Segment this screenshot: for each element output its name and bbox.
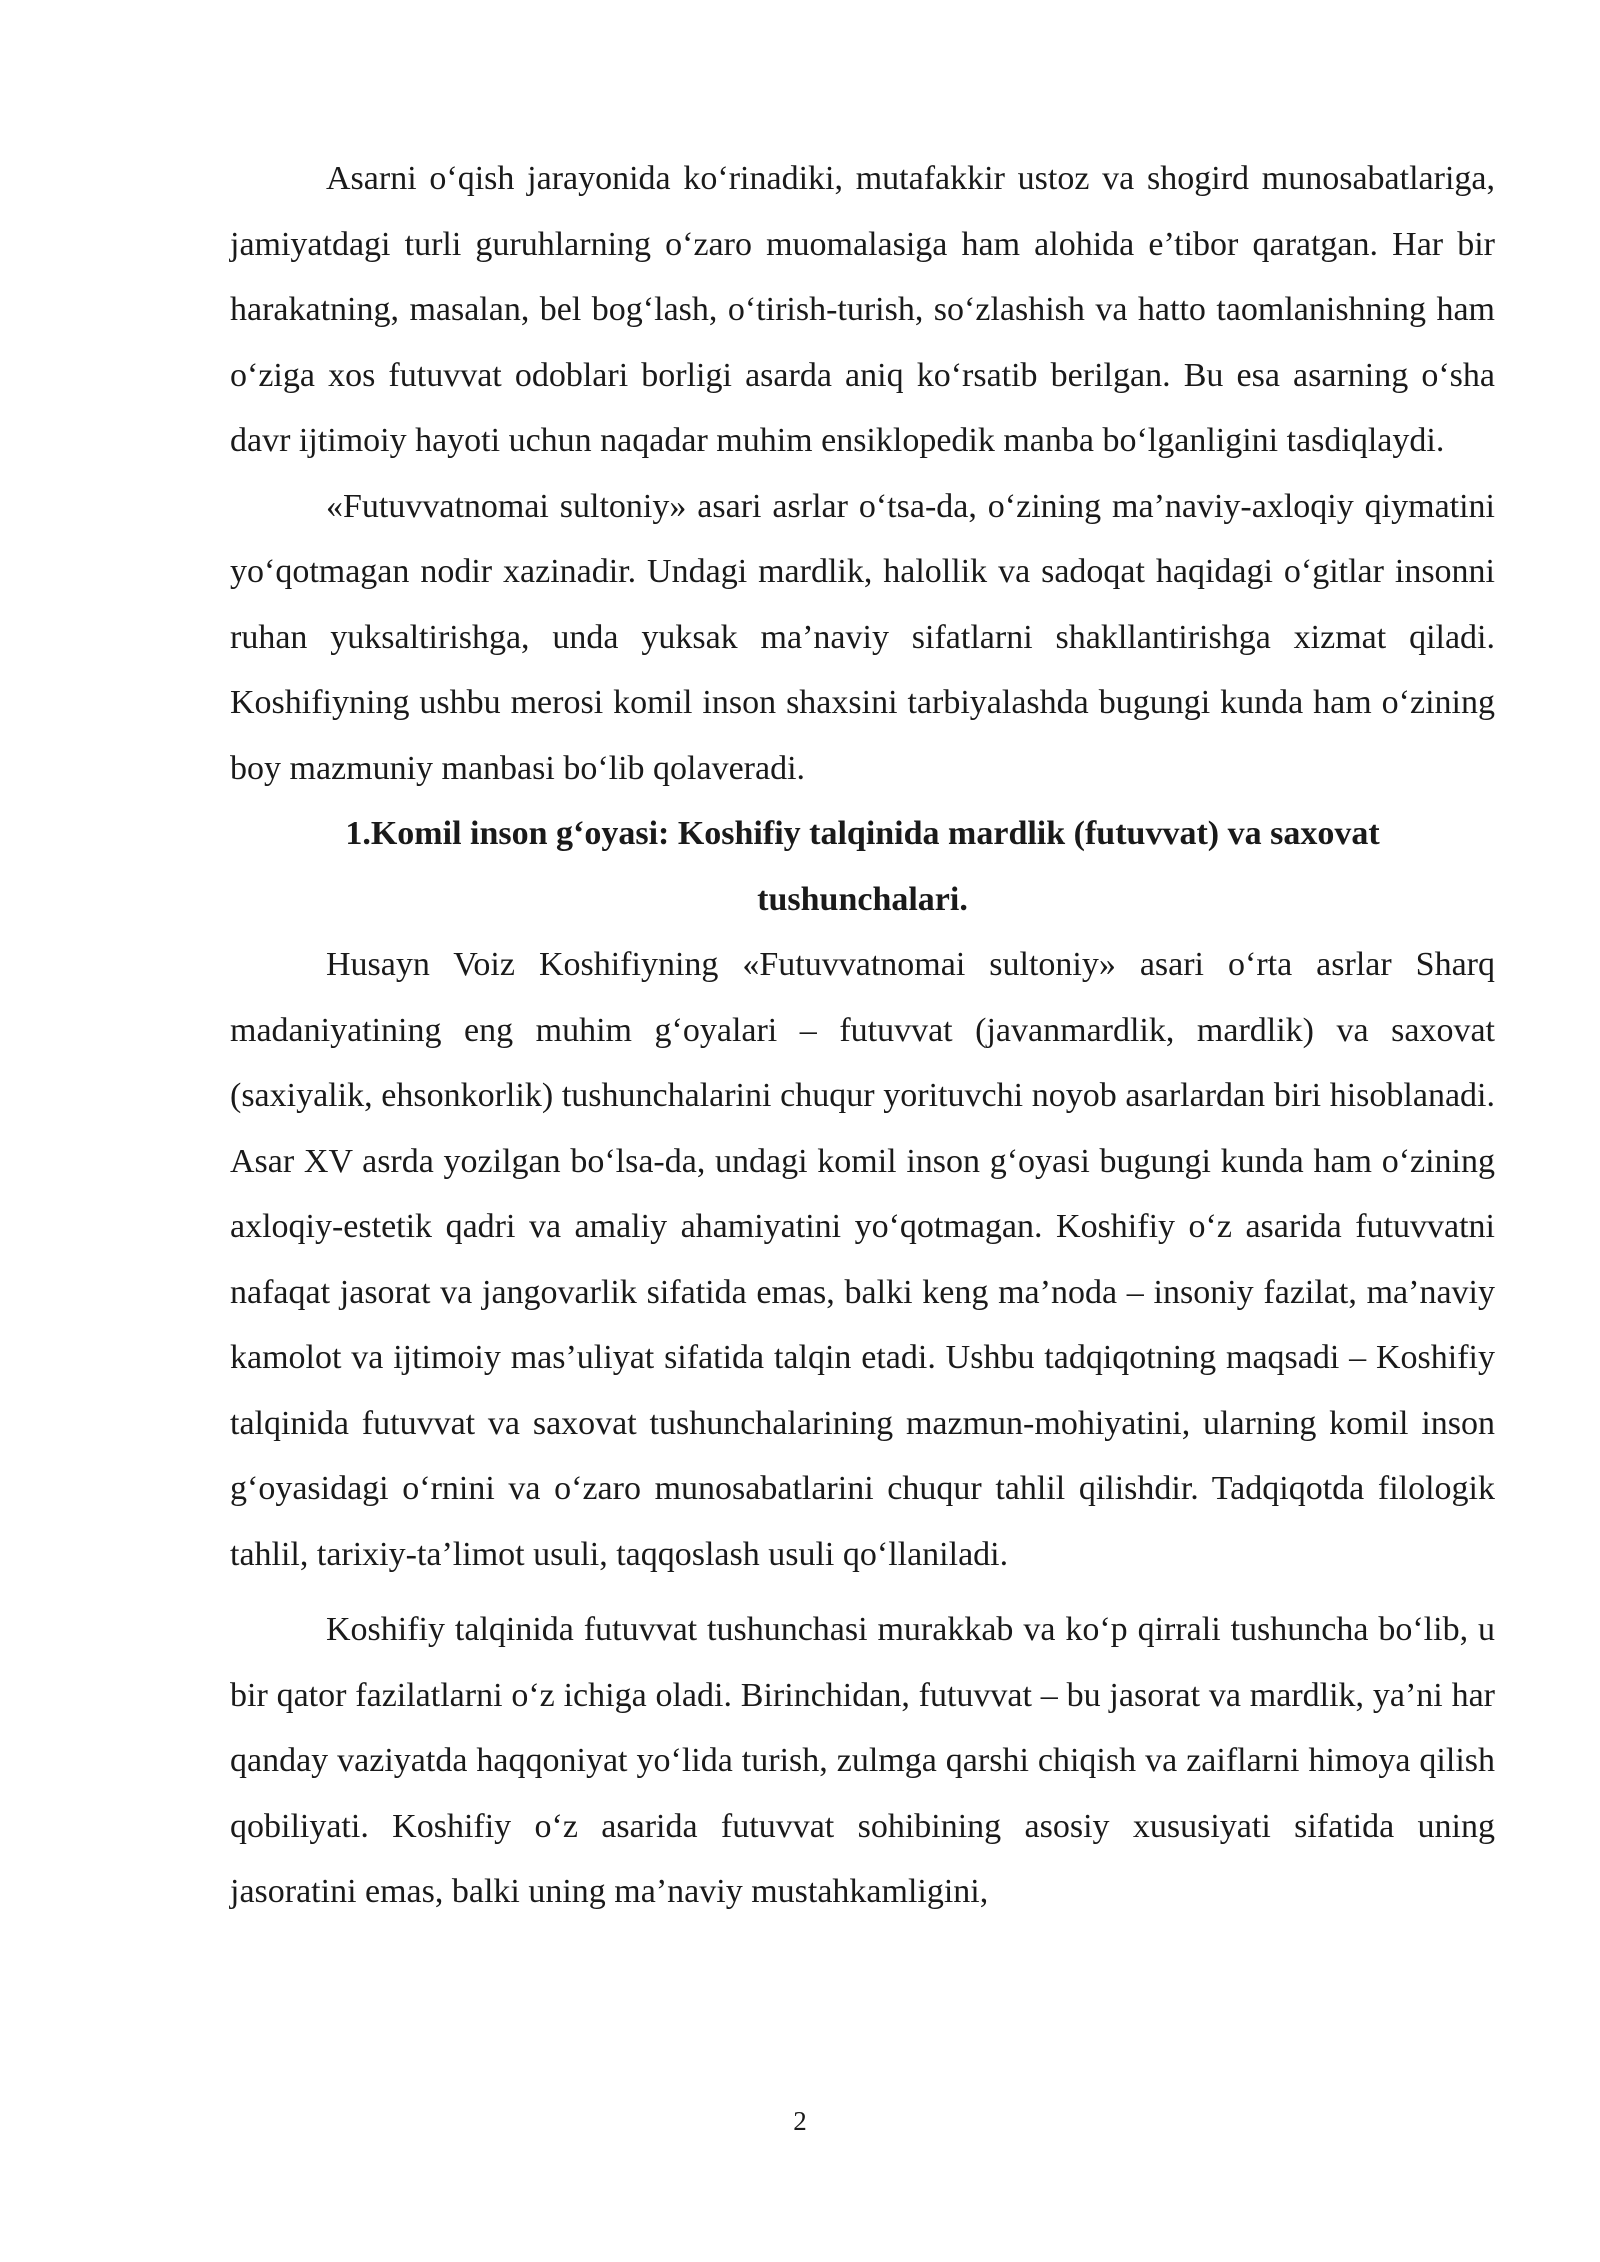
document-page	[230, 146, 1495, 1925]
section-heading: 1.Komil inson g‘oyasi: Koshifiy talqinida mardlik (futuvvat) va saxovat tushunchalari.	[345, 815, 1380, 918]
paragraph-4: Koshifiy talqinida futuvvat tushunchasi murakkab va ko‘p qirrali tushuncha bo‘lib, u bir qator fazilatlarni o‘z ichiga oladi. Birinchidan, futuvvat – bu jasorat va mardlik, ya’ni har qanday vaziyatda haqqoniyat yo‘lida turish, zulmga qarshi chiqish va zaiflarni himoya qilish qobiliyati. Koshifiy o‘z asarida futuvvat sohibining asosiy xususiyati sifatida uning jasoratini emas, balki uning ma’naviy mustahkamligini,	[230, 1611, 1495, 1910]
paragraph-1: Asarni o‘qish jarayonida ko‘rinadiki, mutafakkir ustoz va shogird munosabatlariga, jamiyatdagi turli guruhlarning o‘zaro muomalasiga ham alohida e’tibor qaratgan. Har bir harakatning, masalan, bel bog‘lash, o‘tirish-turish, so‘zlashish va hatto taomlanishning ham o‘ziga xos futuvvat odoblari borligi asarda aniq ko‘rsatib berilgan. Bu esa asarning o‘sha davr ijtimoiy hayoti uchun naqadar muhim ensiklopedik manba bo‘lganligini tasdiqlaydi.	[230, 160, 1495, 459]
page-number: 2	[793, 2106, 807, 2136]
paragraph-3: Husayn Voiz Koshifiyning «Futuvvatnomai sultoniy» asari o‘rta asrlar Sharq madaniyatining eng muhim g‘oyalari – futuvvat (javanmardlik, mardlik) va saxovat (saxiyalik, ehsonkorlik) tushunchalarini chuqur yorituvchi noyob asarlardan biri hisoblanadi. Asar XV asrda yozilgan bo‘lsa-da, undagi komil inson g‘oyasi bugungi kunda ham o‘zining axloqiy-estetik qadri va amaliy ahamiyatini yo‘qotmagan. Koshifiy o‘z asarida futuvvatni nafaqat jasorat va jangovarlik sifatida emas, balki keng ma’noda – insoniy fazilat, ma’naviy kamolot va ijtimoiy mas’uliyat sifatida talqin etadi. Ushbu tadqiqotning maqsadi – Koshifiy talqinida futuvvat va saxovat tushunchalarining mazmun-mohiyatini, ularning komil inson g‘oyasidagi o‘rnini va o‘zaro munosabatlarini chuqur tahlil qilishdir. Tadqiqotda filologik tahlil, tarixiy-ta’limot usuli, taqqoslash usuli qo‘llaniladi.	[230, 946, 1495, 1573]
paragraph-2: «Futuvvatnomai sultoniy» asari asrlar o‘tsa-da, o‘zining ma’naviy-axloqiy qiymatini yo‘qotmagan nodir xazinadir. Undagi mardlik, halollik va sadoqat haqidagi o‘gitlar insonni ruhan yuksaltirishga, unda yuksak ma’naviy sifatlarni shakllantirishga xizmat qiladi. Koshifiyning ushbu merosi komil inson shaxsini tarbiyalashda bugungi kunda ham o‘zining boy mazmuniy manbasi bo‘lib qolaveradi.	[230, 487, 1495, 787]
